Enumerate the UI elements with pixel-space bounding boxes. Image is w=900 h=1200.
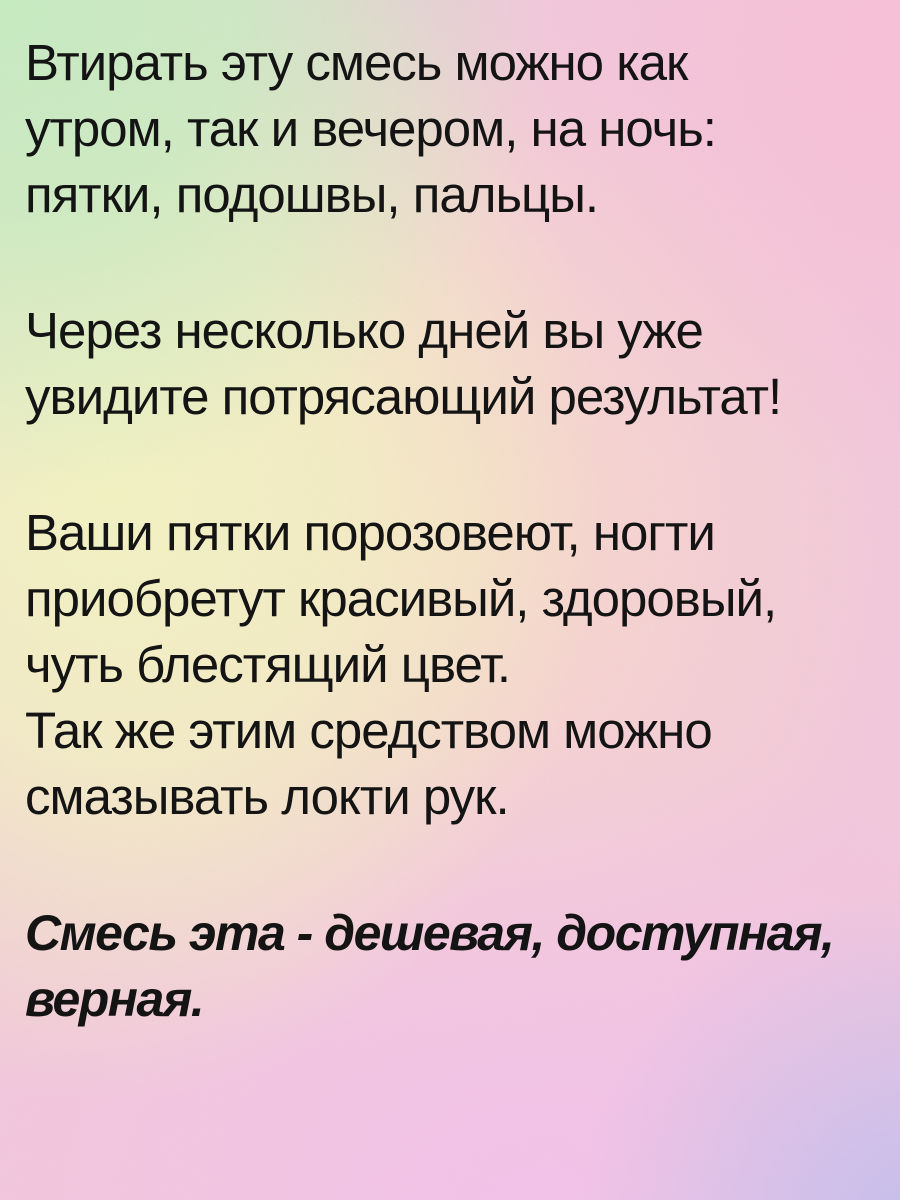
text-line: Так же этим средством можно [25, 702, 712, 759]
text-line: Втирать эту смесь можно как [25, 34, 688, 91]
paragraph-2 [25, 298, 890, 430]
text-line: пятки, подошвы, пальцы. [25, 166, 599, 223]
text-line: Через несколько дней вы уже [25, 302, 703, 359]
paragraph-3 [25, 500, 890, 830]
text-line: смазывать локти рук. [25, 768, 509, 825]
text-line: приобретут красивый, здоровый, [25, 570, 777, 627]
text-line: Ваши пятки порозовеют, ногти [25, 504, 715, 561]
text-line: верная. [25, 971, 204, 1027]
paragraph-4 [25, 900, 890, 1032]
paragraph-1 [25, 30, 890, 228]
text-line: увидите потрясающий результат! [25, 368, 782, 425]
text-line: чуть блестящий цвет. [25, 636, 511, 693]
text-line: утром, так и вечером, на ночь: [25, 100, 716, 157]
text-line: Смесь эта - дешевая, доступная, [25, 905, 834, 961]
